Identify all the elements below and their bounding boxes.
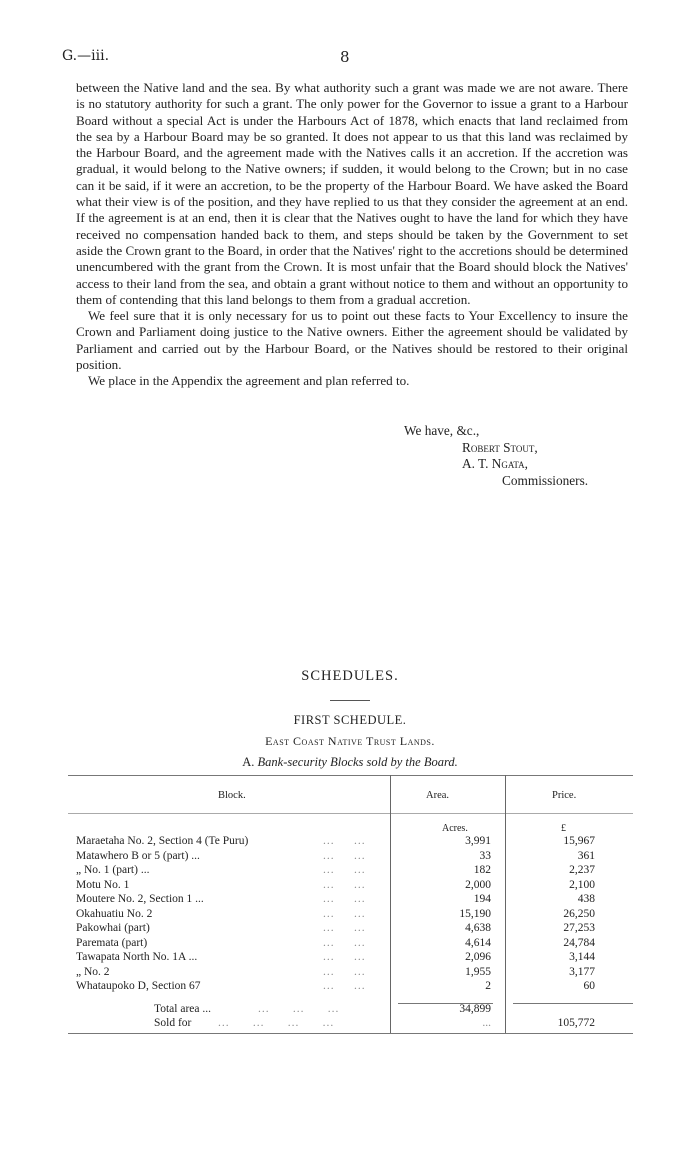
- paragraph: We place in the Appendix the agreement and plan referred to.: [88, 373, 410, 389]
- table-row: [68, 966, 633, 979]
- area-value: 4,614: [465, 936, 491, 949]
- block-name: Moutere No. 2, Section 1 ...: [76, 893, 204, 905]
- closing-line: We have, &c.,: [404, 423, 480, 438]
- leader-dots: ... ...: [323, 922, 366, 934]
- leader-dots: ... ... ... ...: [218, 1017, 335, 1029]
- price-value: 438: [577, 893, 595, 905]
- table-row: [68, 864, 633, 877]
- sold-for-area: ...: [482, 1017, 491, 1029]
- column-header-price: Price.: [552, 790, 577, 801]
- sold-for-label: Sold for: [154, 1017, 192, 1029]
- price-value: 361: [577, 849, 595, 862]
- leader-dots: ... ... ...: [258, 1003, 340, 1015]
- area-unit: Acres.: [442, 823, 468, 834]
- page-number: 8: [340, 48, 350, 66]
- price-value: 2,100: [569, 878, 595, 891]
- leader-dots: ... ...: [323, 907, 366, 920]
- table-row: [68, 908, 633, 921]
- total-area-value: 34,899: [459, 1003, 491, 1015]
- block-name: „ No. 2: [76, 965, 110, 978]
- column-header-area: Area.: [426, 790, 450, 801]
- table-row: [68, 893, 633, 906]
- block-name: „ No. 1 (part) ...: [76, 864, 150, 876]
- paragraph: between the Native land and the sea. By what authority such a grant was made we are not aware. There is no statutory authority for such a grant. The only power for the Governor to issue a grant to a Harbour Board without a special Act is under the Harbours Act of 1878, which enacts that land reclaimed from the sea by a Harbour Board may be so granted. It does not appear to us that this land was reclaimed by the Harbour Board, and the agreement made with the Natives calls it an accretion. If the accretion was gradual, it would belong to the Native owners; if sudden, it would belong to the Crown; but in no case can it be said, if it were an accretion, to be the property of the Harbour Board. We have asked the Board what their view is of the position, and they have replied to us that they consider the agreement at an end. If the agreement is at an end, then it is clear that the Natives ought to have the land for which they have received no compensation handed back to them, and steps should be taken by the Government to set aside the Crown grant to the Board, in order that the Natives' right to the accretions should be determined unencumbered with the grant from the Crown. It is most unfair that the Board should block the Natives' access to their land from the sea, and obtain a grant without notice to them and without an opportunity to them of contending that this land belongs to them from a gradual accretion.: [76, 80, 628, 307]
- sold-for-row: [68, 1017, 633, 1030]
- price-value: 3,177: [569, 965, 595, 978]
- leader-dots: ... ...: [323, 893, 366, 905]
- price-value: 27,253: [563, 922, 595, 934]
- section-title: Bank-security Blocks sold by the Board.: [257, 755, 458, 769]
- table-row: [68, 980, 633, 993]
- area-value: 3,991: [465, 835, 491, 847]
- total-area-row: [68, 1003, 633, 1016]
- block-name: Motu No. 1: [76, 878, 130, 891]
- area-value: 2,000: [465, 878, 491, 891]
- section-heading: [0, 755, 700, 770]
- area-value: 4,638: [465, 922, 491, 934]
- leader-dots: ... ...: [323, 951, 366, 963]
- leader-dots: ... ...: [323, 878, 366, 891]
- block-name: Whataupoko D, Section 67: [76, 980, 201, 992]
- leader-dots: ... ...: [323, 936, 366, 949]
- sold-for-price: 105,772: [557, 1017, 595, 1029]
- section-letter: A.: [242, 755, 255, 769]
- area-value: 1,955: [465, 965, 491, 978]
- price-value: 15,967: [563, 835, 595, 847]
- block-name: Maraetaha No. 2, Section 4 (Te Puru): [76, 835, 249, 847]
- signatory: A. T. Ngata,: [462, 456, 528, 471]
- area-value: 33: [479, 849, 491, 862]
- block-name: Pakowhai (part): [76, 922, 150, 934]
- table-top-rule: [68, 775, 633, 776]
- divider: [330, 700, 370, 701]
- price-value: 3,144: [569, 951, 595, 963]
- column-header-block: Block.: [218, 790, 246, 801]
- block-name: Okahuatiu No. 2: [76, 907, 153, 920]
- price-value: 2,237: [569, 864, 595, 876]
- table-row: [68, 937, 633, 950]
- leader-dots: ... ...: [323, 864, 366, 876]
- table-row: [68, 951, 633, 964]
- area-value: 2,096: [465, 951, 491, 963]
- document-reference: G.—iii.: [62, 48, 110, 64]
- leader-dots: ... ...: [323, 835, 366, 847]
- letter-body: [76, 80, 628, 390]
- total-area-label: Total area ...: [154, 1003, 211, 1015]
- schedule-table: [68, 775, 633, 1033]
- table-row: [68, 879, 633, 892]
- header-rule: [68, 813, 633, 814]
- area-value: 182: [473, 864, 491, 876]
- table-row: [68, 922, 633, 935]
- signatory: Robert Stout,: [462, 440, 538, 455]
- leader-dots: ... ...: [323, 849, 366, 862]
- paragraph: We feel sure that it is only necessary for us to point out these facts to Your Excellency to insure the Crown and Parliament doing justice to the Native owners. Either the agreement should be validated by Parliament and carried out by the Harbour Board, or the Natives should be restored to their original position.: [76, 308, 628, 373]
- area-value: 2: [485, 980, 491, 992]
- first-schedule-heading: FIRST SCHEDULE.: [293, 713, 407, 727]
- schedule-subtitle: East Coast Native Trust Lands.: [265, 734, 435, 748]
- price-value: 26,250: [563, 907, 595, 920]
- block-name: Matawhero B or 5 (part) ...: [76, 849, 200, 862]
- block-name: Paremata (part): [76, 936, 148, 949]
- signatory-role: Commissioners.: [502, 473, 589, 488]
- area-value: 194: [473, 893, 491, 905]
- leader-dots: ... ...: [323, 965, 366, 978]
- schedules-heading: SCHEDULES.: [301, 668, 399, 684]
- price-value: 60: [583, 980, 595, 992]
- table-row: [68, 835, 633, 848]
- table-row: [68, 850, 633, 863]
- price-value: 24,784: [563, 936, 595, 949]
- table-bottom-rule: [68, 1033, 633, 1034]
- leader-dots: ... ...: [323, 980, 366, 992]
- block-name: Tawapata North No. 1A ...: [76, 951, 198, 963]
- area-value: 15,190: [459, 907, 491, 920]
- price-unit: £: [561, 823, 566, 834]
